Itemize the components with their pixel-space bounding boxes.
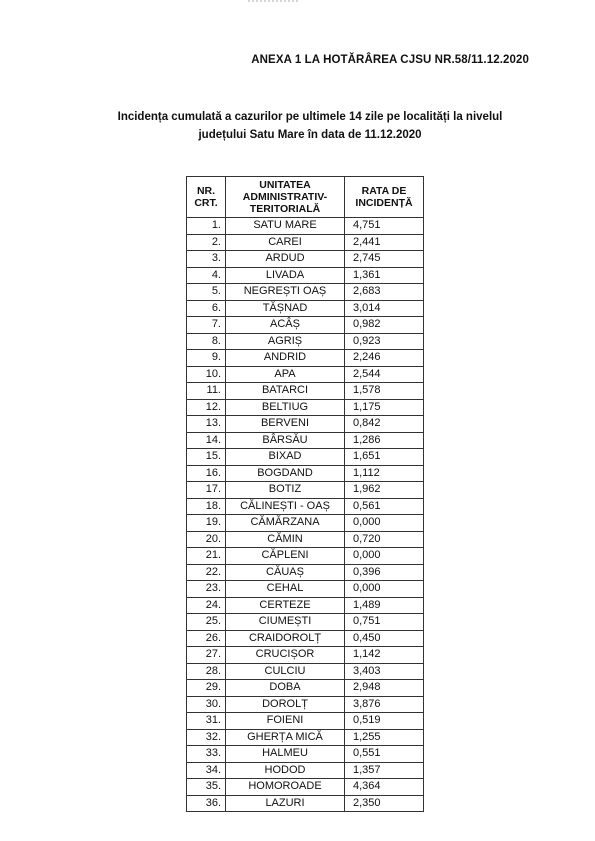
row-number: 19.	[187, 515, 226, 532]
row-incidence-rate: 0,396	[345, 564, 424, 581]
row-locality: BERVENI	[226, 416, 345, 433]
row-number: 31.	[187, 713, 226, 730]
row-incidence-rate: 2,948	[345, 680, 424, 697]
table-body	[187, 218, 424, 812]
row-incidence-rate: 0,519	[345, 713, 424, 730]
table-row	[187, 267, 424, 284]
row-locality: HOMOROADE	[226, 779, 345, 796]
row-locality: HODOD	[226, 762, 345, 779]
row-incidence-rate: 3,014	[345, 300, 424, 317]
row-locality: DOROLȚ	[226, 696, 345, 713]
table-row	[187, 234, 424, 251]
row-locality: ARDUD	[226, 251, 345, 268]
row-incidence-rate: 0,000	[345, 581, 424, 598]
row-locality: AGRIȘ	[226, 333, 345, 350]
table-header-row	[187, 177, 424, 218]
row-locality: CRUCIȘOR	[226, 647, 345, 664]
row-number: 20.	[187, 531, 226, 548]
row-incidence-rate: 0,982	[345, 317, 424, 334]
row-incidence-rate: 0,751	[345, 614, 424, 631]
table-row	[187, 713, 424, 730]
row-locality: CULCIU	[226, 663, 345, 680]
table-row	[187, 300, 424, 317]
row-number: 34.	[187, 762, 226, 779]
row-locality: GHERȚA MICĂ	[226, 729, 345, 746]
table-row	[187, 333, 424, 350]
row-number: 5.	[187, 284, 226, 301]
row-number: 10.	[187, 366, 226, 383]
header-unit-line3: TERITORIALĂ	[249, 203, 321, 215]
row-incidence-rate: 1,651	[345, 449, 424, 466]
table-row	[187, 218, 424, 235]
row-locality: CAREI	[226, 234, 345, 251]
row-locality: CĂLINEȘTI - OAȘ	[226, 498, 345, 515]
row-incidence-rate: 2,246	[345, 350, 424, 367]
row-incidence-rate: 1,962	[345, 482, 424, 499]
row-locality: BÂRSĂU	[226, 432, 345, 449]
row-number: 22.	[187, 564, 226, 581]
table-row	[187, 432, 424, 449]
row-locality: CIUMEȘTI	[226, 614, 345, 631]
row-number: 25.	[187, 614, 226, 631]
row-number: 11.	[187, 383, 226, 400]
row-number: 2.	[187, 234, 226, 251]
row-incidence-rate: 1,175	[345, 399, 424, 416]
table-row	[187, 647, 424, 664]
row-incidence-rate: 1,286	[345, 432, 424, 449]
table-row	[187, 317, 424, 334]
annex-title: ANEXA 1 LA HOTĂRÂREA CJSU NR.58/11.12.2020	[251, 54, 529, 66]
row-incidence-rate: 2,683	[345, 284, 424, 301]
document-title	[60, 108, 560, 144]
row-number: 4.	[187, 267, 226, 284]
row-locality: CĂMIN	[226, 531, 345, 548]
table-row	[187, 449, 424, 466]
row-number: 24.	[187, 597, 226, 614]
row-incidence-rate: 1,361	[345, 267, 424, 284]
row-incidence-rate: 0,923	[345, 333, 424, 350]
table-row	[187, 416, 424, 433]
row-locality: NEGREȘTI OAȘ	[226, 284, 345, 301]
table-row	[187, 746, 424, 763]
table-row	[187, 548, 424, 565]
row-number: 14.	[187, 432, 226, 449]
row-incidence-rate: 1,357	[345, 762, 424, 779]
row-incidence-rate: 0,450	[345, 630, 424, 647]
row-number: 3.	[187, 251, 226, 268]
title-line-1: Incidența cumulată a cazurilor pe ultimele 14 zile pe localități la nivelul	[117, 111, 503, 123]
row-number: 8.	[187, 333, 226, 350]
row-locality: HALMEU	[226, 746, 345, 763]
header-rate	[345, 177, 424, 218]
header-rate-line1: RATA DE	[361, 185, 407, 197]
row-incidence-rate: 2,745	[345, 251, 424, 268]
row-locality: CĂUAȘ	[226, 564, 345, 581]
row-number: 6.	[187, 300, 226, 317]
table-row	[187, 630, 424, 647]
table-row	[187, 531, 424, 548]
row-incidence-rate: 4,364	[345, 779, 424, 796]
table-row	[187, 399, 424, 416]
header-nr-line2: CRT.	[194, 197, 218, 209]
table-row	[187, 729, 424, 746]
table-row	[187, 465, 424, 482]
row-locality: TĂȘNAD	[226, 300, 345, 317]
row-number: 1.	[187, 218, 226, 235]
header-unit-line2: ADMINISTRATIV-	[242, 191, 328, 203]
header-rate-line2: INCIDENȚĂ	[355, 197, 413, 209]
row-locality: FOIENI	[226, 713, 345, 730]
row-incidence-rate: 1,578	[345, 383, 424, 400]
header-unit	[226, 177, 345, 218]
row-number: 32.	[187, 729, 226, 746]
table-row	[187, 581, 424, 598]
table-row	[187, 762, 424, 779]
row-locality: BOGDAND	[226, 465, 345, 482]
row-number: 7.	[187, 317, 226, 334]
row-number: 27.	[187, 647, 226, 664]
row-locality: SATU MARE	[226, 218, 345, 235]
row-locality: BIXAD	[226, 449, 345, 466]
row-number: 26.	[187, 630, 226, 647]
row-incidence-rate: 2,441	[345, 234, 424, 251]
table-row	[187, 779, 424, 796]
row-locality: BELTIUG	[226, 399, 345, 416]
row-locality: CĂMĂRZANA	[226, 515, 345, 532]
row-number: 18.	[187, 498, 226, 515]
header-unit-line1: UNITATEA	[259, 179, 311, 191]
row-incidence-rate: 3,876	[345, 696, 424, 713]
row-locality: CĂPLENI	[226, 548, 345, 565]
row-incidence-rate: 1,112	[345, 465, 424, 482]
row-incidence-rate: 0,561	[345, 498, 424, 515]
row-incidence-rate: 3,403	[345, 663, 424, 680]
row-incidence-rate: 0,842	[345, 416, 424, 433]
header-nr-crt	[187, 177, 226, 218]
row-locality: LIVADA	[226, 267, 345, 284]
row-incidence-rate: 0,000	[345, 548, 424, 565]
row-number: 36.	[187, 795, 226, 812]
row-locality: CRAIDOROLȚ	[226, 630, 345, 647]
row-number: 29.	[187, 680, 226, 697]
incidence-table	[186, 176, 424, 812]
row-locality: BOTIZ	[226, 482, 345, 499]
row-locality: LAZURI	[226, 795, 345, 812]
row-incidence-rate: 2,544	[345, 366, 424, 383]
row-locality: CERTEZE	[226, 597, 345, 614]
table-row	[187, 366, 424, 383]
table-row	[187, 498, 424, 515]
row-incidence-rate: 1,255	[345, 729, 424, 746]
row-incidence-rate: 2,350	[345, 795, 424, 812]
row-number: 12.	[187, 399, 226, 416]
row-incidence-rate: 4,751	[345, 218, 424, 235]
table-row	[187, 482, 424, 499]
table-row	[187, 515, 424, 532]
row-locality: ACÂȘ	[226, 317, 345, 334]
table-row	[187, 564, 424, 581]
row-incidence-rate: 0,720	[345, 531, 424, 548]
row-number: 30.	[187, 696, 226, 713]
row-incidence-rate: 1,142	[345, 647, 424, 664]
row-locality: APA	[226, 366, 345, 383]
table-row	[187, 663, 424, 680]
row-number: 28.	[187, 663, 226, 680]
table-row	[187, 795, 424, 812]
row-locality: BATARCI	[226, 383, 345, 400]
header-nr-line1: NR.	[196, 185, 216, 197]
row-number: 23.	[187, 581, 226, 598]
row-locality: DOBA	[226, 680, 345, 697]
table-row	[187, 383, 424, 400]
table-row	[187, 350, 424, 367]
row-incidence-rate: 0,000	[345, 515, 424, 532]
table-row	[187, 251, 424, 268]
row-incidence-rate: 1,489	[345, 597, 424, 614]
row-number: 21.	[187, 548, 226, 565]
row-number: 15.	[187, 449, 226, 466]
title-line-2: județului Satu Mare în data de 11.12.2020	[198, 129, 422, 141]
row-number: 33.	[187, 746, 226, 763]
row-number: 35.	[187, 779, 226, 796]
table-row	[187, 680, 424, 697]
row-number: 16.	[187, 465, 226, 482]
table-row	[187, 597, 424, 614]
table-row	[187, 614, 424, 631]
row-locality: CEHAL	[226, 581, 345, 598]
row-incidence-rate: 0,551	[345, 746, 424, 763]
table-row	[187, 284, 424, 301]
row-locality: ANDRID	[226, 350, 345, 367]
scan-artifact	[248, 0, 298, 6]
row-number: 17.	[187, 482, 226, 499]
row-number: 13.	[187, 416, 226, 433]
table-row	[187, 696, 424, 713]
row-number: 9.	[187, 350, 226, 367]
